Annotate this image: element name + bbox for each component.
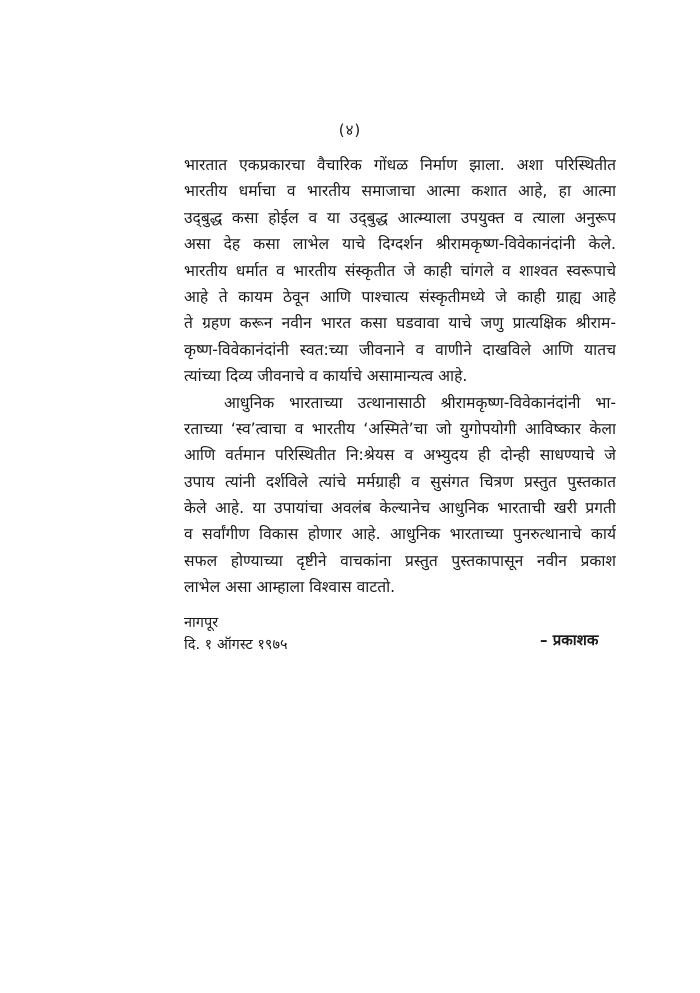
paragraph-line: भारतीय धर्माचा व भारतीय समाजाचा आत्मा कशात आहे, हा आत्मा (184, 182, 616, 201)
preface-body (184, 152, 616, 601)
paragraph-line: आधुनिक भारताच्या उत्थानासाठी श्रीरामकृष्ण-विवेकानंदांनी भा- (224, 393, 616, 412)
paragraph-line: रताच्या ‘स्व’त्वाचा व भारतीय ‘अस्मिते’चा जो युगोपयोगी आविष्कार केला (184, 419, 616, 438)
paragraph-line: लाभेल असा आम्हाला विश्वास वाटतो. (184, 578, 396, 597)
paragraph-line: व सर्वांगीण विकास होणार आहे. आधुनिक भारताच्या पुनरुत्थानाचे कार्य (184, 525, 616, 544)
place-name: नागपूर (184, 615, 219, 631)
paragraph-line: असा देह कसा लाभेल याचे दिग्दर्शन श्रीरामकृष्ण-विवेकानंदांनी केले. (184, 235, 616, 254)
publisher-signature: – प्रकाशक (540, 631, 599, 649)
date-line: दि. १ ऑगस्ट १९७५ (184, 637, 288, 653)
paragraph-2 (184, 390, 616, 601)
paragraph-line: उपाय त्यांनी दर्शविले त्यांचे मर्मग्राही व सुसंगत चित्रण प्रस्तुत पुस्तकात (184, 472, 616, 491)
paragraph-line: भारतीय धर्मात व भारतीय संस्कृतीत जे काही चांगले व शाश्वत स्वरूपाचे (184, 261, 616, 280)
paragraph-line: सफल होण्याच्या दृष्टीने वाचकांना प्रस्तुत पुस्तकापासून नवीन प्रकाश (184, 551, 616, 570)
paragraph-1 (184, 152, 616, 390)
paragraph-line: उद्‌बुद्ध कसा होईल व या उद्‌बुद्ध आत्म्याला उपयुक्त व त्याला अनुरूप (184, 208, 616, 227)
paragraph-line: ते ग्रहण करून नवीन भारत कसा घडवावा याचे जणु प्रात्यक्षिक श्रीराम- (184, 314, 616, 333)
paragraph-line: आणि वर्तमान परिस्थितीत नि:श्रेयस व अभ्युदय ही दोन्ही साधण्याचे जे (184, 446, 616, 465)
paragraph-line: कृष्ण-विवेकानंदांनी स्वत:च्या जीवनाने व वाणीने दाखविले आणि यातच (184, 340, 616, 359)
paragraph-line: आहे ते कायम ठेवून आणि पाश्चात्य संस्कृतीमध्ये जे काही ग्राह्य आहे (184, 287, 616, 306)
paragraph-line: त्यांच्या दिव्य जीवनाचे व कार्याचे असामान्यत्व आहे. (184, 367, 468, 386)
page-number: (४) (338, 121, 362, 139)
paragraph-line: भारतात एकप्रकारचा वैचारिक गोंधळ निर्माण झाला. अशा परिस्थितीत (184, 156, 616, 174)
paragraph-line: केले आहे. या उपायांचा अवलंब केल्यानेच आधुनिक भारताची खरी प्रगती (184, 499, 616, 518)
